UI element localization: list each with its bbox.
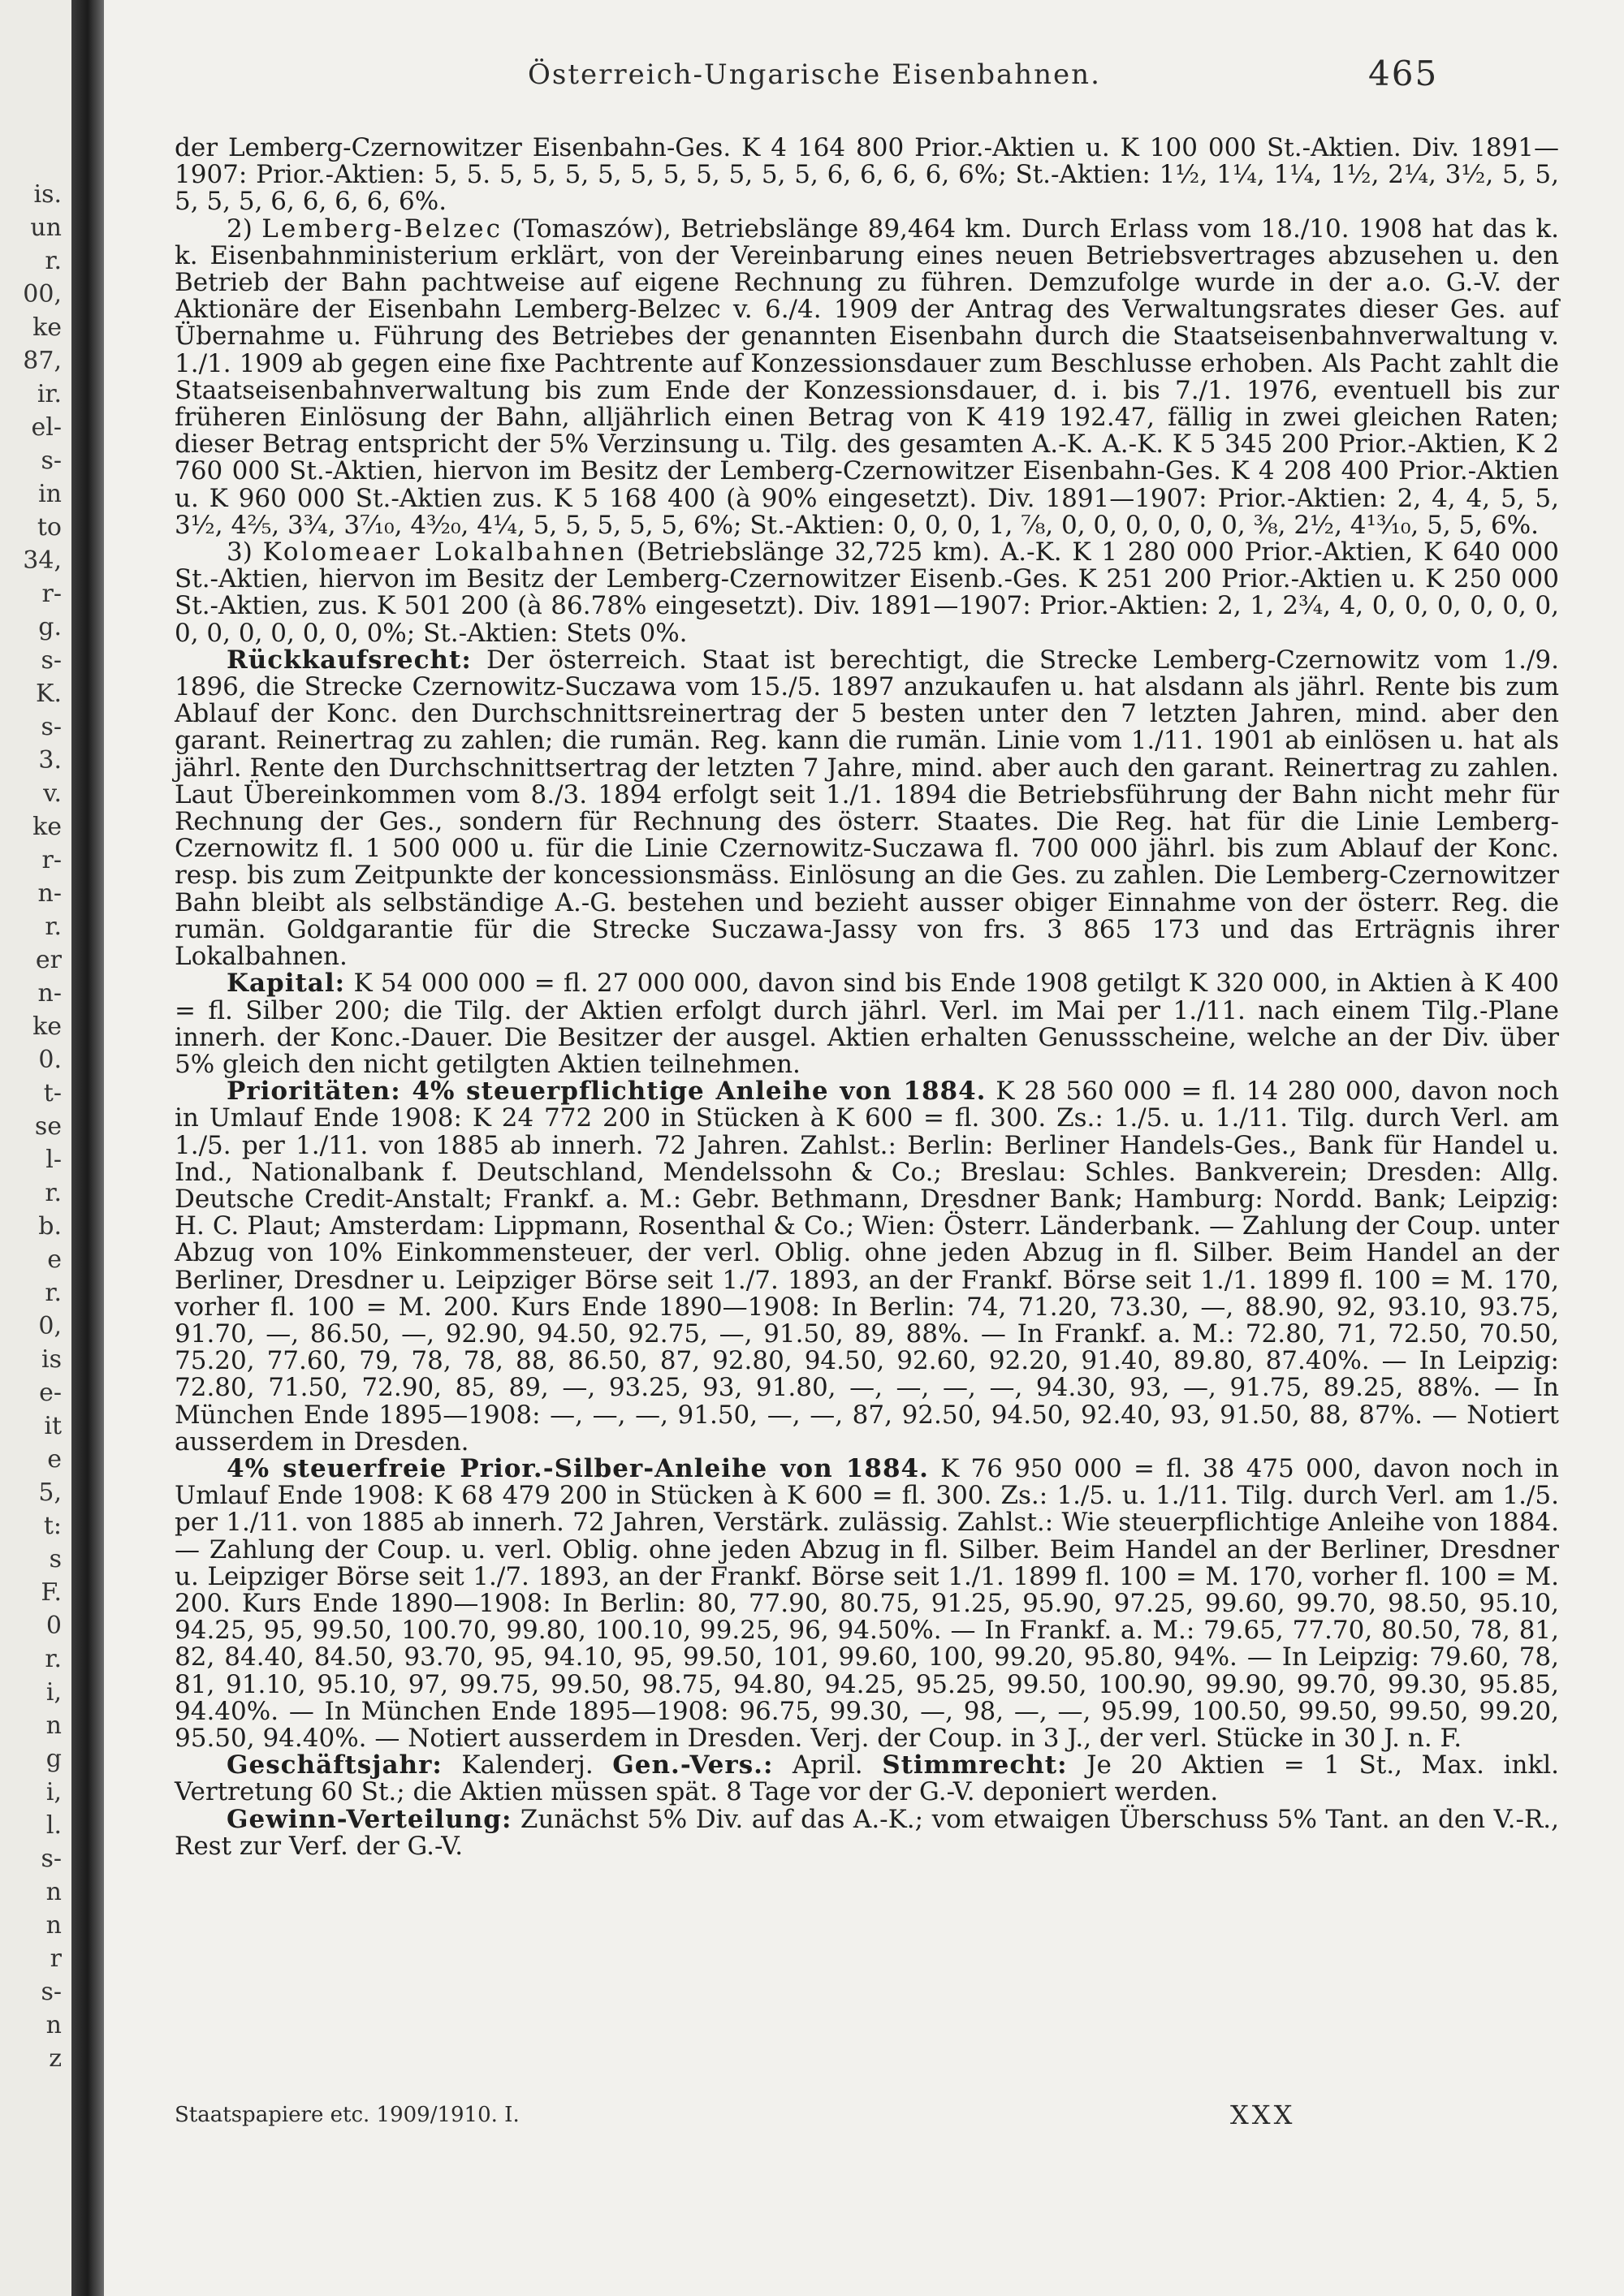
margin-fragment: i,	[45, 1778, 62, 1806]
margin-fragment: t:	[43, 1512, 62, 1540]
margin-fragment: 87,	[23, 347, 62, 375]
paragraph-text: Je 20 Aktien = 1 St., Max. inkl. Vertretung 60 St.; die Aktien müssen spät. 8 Tage vor der G.-V. deponiert werden.	[175, 1750, 1559, 1807]
margin-fragment: is	[41, 1345, 62, 1374]
margin-fragment: 0,	[38, 1312, 62, 1340]
paragraph-text: K 54 000 000 = fl. 27 000 000, davon sind bis Ende 1908 getilgt K 320 000, in Aktien à K 400 = fl. Silber 200; die Tilg. der Aktien erfolgt durch jährl. Verl. im Mai per 1./11. nach einem Tilg.-Plane innerh. der Konc.-Dauer. Die Besitzer der ausgel. Aktien erhalten Genussscheine, welche an der Div. über 5% gleich den nicht getilgten Aktien teilnehmen.	[175, 969, 1559, 1079]
book-gutter	[71, 0, 104, 2296]
margin-fragment: 0.	[38, 1046, 62, 1074]
section-heading: Gen.-Vers.:	[612, 1750, 774, 1780]
paragraph-text: 3)	[227, 537, 263, 568]
section-heading: 4% steuerfreie Prior.-Silber-Anleihe von 1884.	[227, 1453, 929, 1483]
paragraph-text: K 76 950 000 = fl. 38 475 000, davon noch in Umlauf Ende 1908: K 68 479 200 in Stücken à K 600 = fl. 300. Zs.: 1./5. u. 1./11. Tilg. durch Verl. am 1./5. per 1./11. von 1885 ab innerh. 72 Jahren, Verstärk. zulässig. Zahlst.: Wie steuerpflichtige Anleihe von 1884. — Zahlung der Coup. u. verl. Oblig. ohne jeden Abzug in fl. Silber. Beim Handel an der Berliner, Dresdner u. Leipziger Börse seit 1./7. 1893, an der Frankf. Börse seit 1./1. 1899 fl. 100 = M. 170, vorher fl. 100 = M. 200. Kurs Ende 1890—1908: In Berlin: 80, 77.90, 80.75, 91.25, 95.90, 97.25, 99.60, 99.70, 98.50, 95.10, 94.25, 95, 99.50, 100.70, 99.80, 100.10, 99.25, 96, 94.50%. — In Frankf. a. M.: 79.65, 77.70, 80.50, 78, 81, 82, 84.40, 84.50, 93.70, 95, 94.10, 95, 99.50, 101, 99.60, 100, 99.20, 95.80, 94%. — In Leipzig: 79.60, 78, 81, 91.10, 95.10, 97, 99.75, 99.50, 98.75, 94.80, 94.25, 95.25, 99.50, 100.90, 99.90, 99.70, 99.30, 95.85, 94.40%. — In München Ende 1895—1908: 96.75, 99.30, —, 98, —, —, 95.99, 100.50, 99.50, 99.50, 99.20, 95.50, 94.40%. — Notiert ausserdem in Dresden. Verj. der Coup. in 3 J., der verl. Stücke in 30 J. n. F.	[175, 1453, 1559, 1753]
section-heading: Gewinn-Verteilung:	[227, 1804, 512, 1834]
paragraph-p1	[175, 135, 1559, 216]
page-number: 465	[1368, 54, 1439, 93]
section-heading: Stimmrecht:	[882, 1750, 1068, 1780]
paragraph-p2	[175, 216, 1559, 539]
margin-fragment: n	[45, 1911, 62, 1940]
page-footer	[175, 2100, 1559, 2135]
paragraph-p8	[175, 1752, 1559, 1806]
margin-fragment: b.	[38, 1212, 62, 1241]
margin-fragment: s-	[41, 1845, 62, 1873]
margin-fragment: F.	[41, 1578, 62, 1607]
margin-fragment: er	[35, 946, 62, 974]
margin-fragment: s-	[41, 646, 62, 675]
paragraph-text: Zunächst 5% Div. auf das A.-K.; vom etwaigen Überschuss 5% Tant. an den V.-R., Rest zur Verf. der G.-V.	[175, 1804, 1559, 1861]
body-text	[175, 135, 1559, 1860]
railway-name: Kolomeaer Lokalbahnen	[262, 537, 627, 568]
margin-fragment: el-	[31, 413, 62, 442]
margin-fragment: ke	[32, 813, 62, 841]
margin-fragment: ke	[32, 313, 62, 342]
section-heading: Geschäftsjahr:	[227, 1750, 443, 1780]
margin-fragment: 3.	[38, 746, 62, 775]
margin-fragment: s	[49, 1545, 62, 1573]
margin-fragment: 5,	[38, 1478, 62, 1507]
margin-fragment: e	[47, 1245, 62, 1274]
section-heading: Rückkaufsrecht:	[227, 645, 472, 675]
margin-fragment: z	[49, 2044, 62, 2073]
railway-name: Lemberg-Belzec	[261, 214, 503, 244]
paragraph-p4	[175, 647, 1559, 970]
margin-fragment: n-	[37, 979, 62, 1008]
margin-fragment: to	[37, 513, 62, 542]
margin-fragment: e-	[39, 1379, 62, 1407]
margin-fragment: r	[50, 1944, 62, 1973]
margin-fragment: 34,	[23, 546, 62, 575]
margin-fragment: n	[45, 2011, 62, 2039]
paragraph-text: (Tomaszów), Betriebslänge 89,464 km. Durch Erlass vom 18./10. 1908 hat das k. k. Eisenbahnministerium erklärt, von der Vereinbarung eines neuen Betriebsvertrages abzusehen u. den Betrieb der Bahn pachtweise auf eigene Rechnung zu führen. Demzufolge wurde in der a.o. G.-V. der Aktionäre der Eisenbahn Lemberg-Belzec v. 6./4. 1909 der Antrag des Verwaltungsrates dieser Ges. auf Übernahme u. Führung des Betriebes der genannten Eisenbahn durch die Staatseisenbahnverwaltung v. 1./1. 1909 ab gegen eine fixe Pachtrente auf Konzessionsdauer zum Beschlusse erhoben. Als Pacht zahlt die Staatseisenbahnverwaltung bis zum Ende der Konzessionsdauer, d. i. bis 7./1. 1976, eventuell bis zur früheren Einlösung der Bahn, alljährlich einen Betrag von K 419 192.47, fällig in zwei gleichen Raten; dieser Betrag entspricht der 5% Verzinsung u. Tilg. des gesamten A.-K. A.-K. K 5 345 200 Prior.-Aktien, K 2 760 000 St.-Aktien, hiervon im Besitz der Lemberg-Czernowitzer Eisenbahn-Ges. K 4 208 400 Prior.-Aktien u. K 960 000 St.-Aktien zus. K 5 168 400 (à 90% eingesetzt). Div. 1891—1907: Prior.-Aktien: 2, 4, 4, 5, 5, 3½, 4⅖, 3¾, 3⁷⁄₁₀, 4³⁄₂₀, 4¼, 5, 5, 5, 5, 5, 6%; St.-Aktien: 0, 0, 0, 1, ⅞, 0, 0, 0, 0, 0, 0, ⅜, 2½, 4¹³⁄₁₀, 5, 5, 6%.	[175, 214, 1559, 540]
paragraph-p3	[175, 539, 1559, 647]
margin-fragment: v.	[43, 779, 62, 808]
margin-fragment: g	[45, 1745, 62, 1773]
paragraph-p7	[175, 1453, 1559, 1753]
margin-fragment: i,	[45, 1678, 62, 1707]
margin-fragment: r-	[41, 846, 62, 874]
paragraph-p6	[175, 1078, 1559, 1456]
margin-fragment: s-	[41, 447, 62, 475]
margin-fragment: r.	[45, 1279, 62, 1307]
margin-fragment: g.	[38, 613, 62, 641]
margin-fragment: n-	[37, 879, 62, 908]
margin-fragment: l-	[45, 1146, 62, 1174]
paragraph-text: 2)	[227, 214, 262, 244]
margin-fragment: ir.	[37, 380, 62, 408]
paragraph-p5	[175, 970, 1559, 1078]
margin-fragment: r.	[45, 1179, 62, 1207]
paragraph-p9	[175, 1806, 1559, 1860]
margin-fragment: r.	[45, 1645, 62, 1673]
paragraph-text: Kalenderj.	[442, 1750, 613, 1780]
document-page	[130, 0, 1592, 2296]
margin-fragment: un	[30, 214, 62, 242]
margin-fragment: K.	[36, 680, 62, 708]
margin-fragment: se	[34, 1112, 62, 1141]
margin-fragment: 0	[45, 1612, 62, 1640]
page-title: Österreich-Ungarische Eisenbahnen.	[528, 58, 1101, 91]
margin-fragment: s-	[41, 713, 62, 741]
paragraph-text: der Lemberg-Czernowitzer Eisenbahn-Ges. K 4 164 800 Prior.-Aktien u. K 100 000 St.-Aktien. Div. 1891—1907: Prior.-Aktien: 5, 5. 5, 5, 5, 5, 5, 5, 5, 5, 5, 5, 6, 6, 6, 6, 6%; St.-Aktien: 1½, 1¼, 1¼, 1½, 2¼, 3½, 5, 5, 5, 5, 5, 6, 6, 6, 6, 6%.	[175, 133, 1559, 217]
footer-imprint: Staatspapiere etc. 1909/1910. I.	[175, 2103, 520, 2127]
margin-fragment: 00,	[23, 280, 62, 309]
margin-fragment: in	[38, 480, 62, 508]
margin-fragment: n	[45, 1711, 62, 1740]
section-heading: Kapital:	[227, 969, 346, 999]
left-page-edge	[0, 0, 104, 2296]
section-heading: Prioritäten: 4% steuerpflichtige Anleihe von 1884.	[227, 1077, 987, 1107]
margin-fragment: t-	[43, 1079, 62, 1107]
paragraph-text: K 28 560 000 = fl. 14 280 000, davon noch in Umlauf Ende 1908: K 24 772 200 in Stücken à K 600 = fl. 300. Zs.: 1./5. u. 1./11. Tilg. durch Verl. am 1./5. per 1./11. von 1885 ab innerh. 72 Jahren. Zahlst.: Berlin: Berliner Handels-Ges., Bank für Handel u. Ind., Nationalbank f. Deutschland, Mendelssohn & Co.; Breslau: Schles. Bankverein; Dresden: Allg. Deutsche Credit-Anstalt; Frankf. a. M.: Gebr. Bethmann, Dresdner Bank; Hamburg: Nordd. Bank; Leipzig: H. C. Plaut; Amsterdam: Lippmann, Rosenthal & Co.; Wien: Österr. Länderbank. — Zahlung der Coup. unter Abzug von 10% Einkommensteuer, der verl. Oblig. ohne jeden Abzug in fl. Silber. Beim Handel an der Berliner, Dresdner u. Leipziger Börse seit 1./7. 1893, an der Frankf. Börse seit 1./1. 1899 fl. 100 = M. 170, vorher fl. 100 = M. 200. Kurs Ende 1890—1908: In Berlin: 74, 71.20, 73.30, —, 88.90, 92, 93.10, 93.75, 91.70, —, 86.50, —, 92.90, 94.50, 92.75, —, 91.50, 89, 88%. — In Frankf. a. M.: 72.80, 71, 72.50, 70.50, 75.20, 77.60, 79, 78, 78, 88, 86.50, 87, 92.80, 94.50, 92.60, 92.20, 91.40, 89.80, 87.40%. — In Leipzig: 72.80, 71.50, 72.90, 85, 89, —, 93.25, 93, 91.80, —, —, —, —, 94.30, 93, —, 91.75, 89.25, 88%. — In München Ende 1895—1908: —, —, —, 91.50, —, —, 87, 92.50, 94.50, 92.40, 93, 91.50, 88, 87%. — Notiert ausserdem in Dresden.	[175, 1077, 1559, 1457]
margin-fragment: l.	[45, 1811, 62, 1840]
margin-fragment: n	[45, 1878, 62, 1906]
paragraph-text: (Betriebslänge 32,725 km). A.-K. K 1 280 000 Prior.-Aktien, K 640 000 St.-Aktien, hiervon im Besitz der Lemberg-Czernowitzer Eisenb.-Ges. K 251 200 Prior.-Aktien u. K 250 000 St.-Aktien, zus. K 501 200 (à 86.78% eingesetzt). Div. 1891—1907: Prior.-Aktien: 2, 1, 2¾, 4, 0, 0, 0, 0, 0, 0, 0, 0, 0, 0, 0, 0, 0%; St.-Aktien: Stets 0%.	[175, 537, 1560, 648]
margin-fragment: r-	[41, 580, 62, 608]
margin-fragment: r.	[45, 913, 62, 941]
margin-fragment: e	[47, 1445, 62, 1474]
margin-fragment: r.	[45, 247, 62, 275]
margin-fragment: is.	[33, 180, 62, 209]
margin-fragment: it	[44, 1412, 62, 1440]
paragraph-text: Der österreich. Staat ist berechtigt, die Strecke Lemberg-Czernowitz vom 1./9. 1896, die Strecke Czernowitz-Suczawa vom 15./5. 1897 anzukaufen u. hat alsdann als jährl. Rente bis zum Ablauf der Konc. den Durchschnittsreinertrag der 5 besten unter den 7 letzten Jahren, mind. aber den garant. Reinertrag zu zahlen; die rumän. Reg. kann die rumän. Linie vom 1./11. 1901 ab einlösen u. hat als jährl. Rente den Durchschnittsertrag der letzten 7 Jahre, mind. aber auch den garant. Reinertrag zu zahlen. Laut Übereinkommen vom 8./3. 1894 erfolgt seit 1./1. 1894 die Betriebsführung der Bahn nicht mehr für Rechnung der Ges., sondern für Rechnung des österr. Staates. Die Reg. hat für die Linie Lemberg-Czernowitz fl. 1 500 000 u. für die Linie Czernowitz-Suczawa fl. 700 000 jährl. bis zum Ablauf der Konc. resp. bis zum Zeitpunkte der koncessionsmäss. Einlösung an die Ges. zu zahlen. Die Lemberg-Czernowitzer Bahn bleibt als selbständige A.-G. bestehen und bezieht ausser obiger Einnahme von der österr. Reg. die rumän. Goldgarantie für die Strecke Suczawa-Jassy von frs. 3 865 173 und das Erträgnis ihrer Lokalbahnen.	[175, 645, 1559, 972]
signature-mark: XXX	[1230, 2100, 1296, 2130]
margin-fragment: ke	[32, 1012, 62, 1041]
margin-fragment: s-	[41, 1978, 62, 2006]
paragraph-text: April.	[773, 1750, 883, 1780]
